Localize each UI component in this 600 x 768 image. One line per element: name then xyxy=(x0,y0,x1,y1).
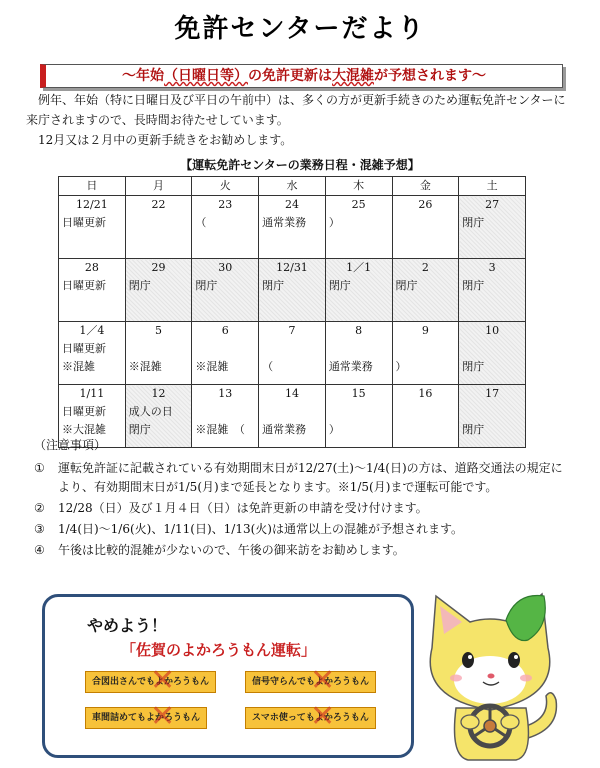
calendar-day-cell xyxy=(459,259,526,322)
note-number: ③ xyxy=(34,522,45,536)
day-date: 13 xyxy=(218,387,233,400)
calendar-day-cell xyxy=(59,259,126,322)
header-sat: 土 xyxy=(459,177,526,196)
day-note: ※混雑 xyxy=(195,360,229,373)
day-date: 12 xyxy=(151,387,166,400)
campaign-name: 「佐賀のよかろうもん運転」 xyxy=(121,641,317,659)
page-title: 免許センターだより xyxy=(174,14,426,44)
day-date: 8 xyxy=(355,324,363,337)
day-note: 通常業務 xyxy=(262,423,307,436)
calendar-day-cell xyxy=(125,196,192,259)
day-note: ※混雑 （ xyxy=(195,423,245,436)
banner-mid: の免許更新は xyxy=(248,68,332,84)
day-note: 通常業務 xyxy=(328,360,373,373)
day-date: 2 xyxy=(421,261,429,274)
note-item xyxy=(34,459,574,497)
cross-mark-icon: ✕ xyxy=(310,663,336,698)
safe-driving-campaign xyxy=(42,594,414,758)
cat-mascot-icon xyxy=(410,588,570,764)
chip-label: 合図出さんでもよかろうもん xyxy=(92,677,210,687)
day-date: 5 xyxy=(155,324,163,337)
banner-paren: （日曜日等） xyxy=(164,68,248,84)
day-note xyxy=(195,403,255,421)
day-note xyxy=(396,214,456,232)
day-note: 閉庁 xyxy=(462,360,485,373)
day-date: 24 xyxy=(284,198,299,211)
notes-list xyxy=(34,459,574,560)
banner-suffix: が予想されます～ xyxy=(374,68,486,84)
day-note: ※混雑 xyxy=(62,360,95,373)
calendar-day-cell xyxy=(59,196,126,259)
calendar-day-cell xyxy=(392,259,459,322)
day-date: 10 xyxy=(485,324,500,337)
calendar-header-row xyxy=(59,177,526,196)
day-note: 日曜更新 xyxy=(62,216,106,229)
day-date: 9 xyxy=(421,324,429,337)
header-thu: 木 xyxy=(325,177,392,196)
note-text: 1/4(日)～1/6(火)、1/11(日)、1/13(火)は通常以上の混雑が予想されます。 xyxy=(58,522,464,536)
calendar-title: 【運転免許センターの業務日程・混雑予想】 xyxy=(180,158,420,172)
campaign-slogan: やめよう！ xyxy=(87,616,168,635)
cross-mark-icon: ✕ xyxy=(150,663,176,698)
note-text: 午後は比較的混雑が少ないので、午後の御来訪をお勧めします。 xyxy=(58,543,405,557)
calendar-day-cell xyxy=(259,259,326,322)
header-tue: 火 xyxy=(192,177,259,196)
header-fri: 金 xyxy=(392,177,459,196)
day-note: 日曜更新 xyxy=(62,342,106,355)
day-note: 閉庁 xyxy=(328,279,351,292)
day-note xyxy=(129,214,189,232)
cross-mark-icon: ✕ xyxy=(310,699,336,734)
day-note: ※大混雑 xyxy=(62,423,106,436)
day-date: 30 xyxy=(218,261,233,274)
campaign-chip-smartphone xyxy=(245,699,376,734)
day-note: 通常業務 xyxy=(262,216,307,229)
calendar-day-cell xyxy=(459,196,526,259)
day-note: 閉庁 xyxy=(195,279,218,292)
day-date: 3 xyxy=(488,261,496,274)
day-note xyxy=(329,340,389,358)
intro-paragraph-1: 例年、年始（特に日曜日及び平日の午前中）は、多くの方が更新手続きのため運転免許センターに来庁されますので、長時間お待たせしています。 xyxy=(26,93,566,127)
day-note xyxy=(396,340,456,358)
calendar-day-cell xyxy=(325,196,392,259)
day-date: 15 xyxy=(351,387,366,400)
intro-paragraph-2: 12月又は２月中の更新手続きをお勧めします。 xyxy=(38,133,293,147)
day-date: 12/21 xyxy=(76,198,108,211)
banner-prefix: ～年始 xyxy=(122,68,164,84)
header-wed: 水 xyxy=(259,177,326,196)
calendar-day-cell xyxy=(325,259,392,322)
chip-label: 車間詰めてもよかろうもん xyxy=(92,713,201,723)
note-number: ④ xyxy=(34,543,45,557)
campaign-chip-tailgating xyxy=(85,699,207,734)
calendar-day-cell xyxy=(59,322,126,385)
day-note: （ xyxy=(195,216,207,229)
calendar-day-cell xyxy=(325,322,392,385)
day-note xyxy=(329,403,389,421)
day-date: 25 xyxy=(351,198,366,211)
day-date: 17 xyxy=(485,387,500,400)
day-note: ） xyxy=(328,216,340,229)
day-note: 成人の日 xyxy=(128,405,173,418)
day-date: 1／4 xyxy=(79,324,105,337)
cross-mark-icon: ✕ xyxy=(150,699,176,734)
congestion-banner xyxy=(40,64,563,88)
notes-section xyxy=(34,436,574,562)
day-note: 閉庁 xyxy=(262,279,285,292)
calendar-week-row xyxy=(59,196,526,259)
note-item xyxy=(34,499,574,518)
day-date: 1/11 xyxy=(79,387,105,400)
day-note: 閉庁 xyxy=(462,279,485,292)
notes-heading: （注意事項） xyxy=(34,438,107,452)
day-note: 閉庁 xyxy=(462,423,485,436)
day-note: 日曜更新 xyxy=(62,279,106,292)
note-number: ① xyxy=(34,461,45,475)
day-date: 7 xyxy=(288,324,296,337)
note-text: 運転免許証に記載されている有効期間末日が12/27(土)～1/4(日)の方は、道路交通法の規定により、有効期間末日が1/5(月)まで延長となります。※1/5(月)まで運転可能です。 xyxy=(58,461,563,494)
day-note xyxy=(129,340,189,358)
day-note: 閉庁 xyxy=(128,279,151,292)
day-note: 閉庁 xyxy=(395,279,418,292)
day-date: 14 xyxy=(284,387,299,400)
day-date: 28 xyxy=(84,261,99,274)
calendar-week-row xyxy=(59,259,526,322)
note-item xyxy=(34,520,574,539)
day-note xyxy=(462,340,522,358)
day-date: 27 xyxy=(485,198,500,211)
header-sun: 日 xyxy=(59,177,126,196)
day-date: 29 xyxy=(151,261,166,274)
day-date: 1／1 xyxy=(346,261,372,274)
day-note xyxy=(262,403,322,421)
day-note: 日曜更新 xyxy=(62,405,106,418)
calendar-week-row xyxy=(59,322,526,385)
day-date: 6 xyxy=(221,324,229,337)
banner-emph: 大混雑 xyxy=(332,68,374,84)
header-mon: 月 xyxy=(125,177,192,196)
day-note: ） xyxy=(395,360,407,373)
day-note xyxy=(396,403,456,421)
calendar-day-cell xyxy=(259,196,326,259)
calendar-day-cell xyxy=(192,196,259,259)
chip-label: スマホ使ってもよかろうもん xyxy=(252,713,369,723)
day-date: 12/31 xyxy=(276,261,308,274)
calendar-day-cell xyxy=(392,196,459,259)
note-item xyxy=(34,541,574,560)
calendar-day-cell xyxy=(125,322,192,385)
calendar-day-cell xyxy=(192,259,259,322)
note-text: 12/28（日）及び１月４日（日）は免許更新の申請を受け付けます。 xyxy=(58,501,428,515)
campaign-chip-signal xyxy=(85,663,216,698)
day-note xyxy=(195,340,255,358)
calendar-day-cell xyxy=(392,322,459,385)
day-note: ※混雑 xyxy=(128,360,162,373)
business-calendar xyxy=(58,176,526,448)
day-note xyxy=(262,340,322,358)
calendar-day-cell xyxy=(259,322,326,385)
day-date: 26 xyxy=(418,198,433,211)
calendar-day-cell xyxy=(192,322,259,385)
chip-label: 信号守らんでもよかろうもん xyxy=(252,677,370,687)
day-date: 16 xyxy=(418,387,433,400)
day-date: 22 xyxy=(151,198,166,211)
day-note: 閉庁 xyxy=(462,216,485,229)
day-note: （ xyxy=(262,360,274,373)
day-note: ） xyxy=(328,423,340,436)
day-date: 23 xyxy=(218,198,233,211)
intro-text xyxy=(26,90,574,150)
note-number: ② xyxy=(34,501,45,515)
calendar-day-cell xyxy=(125,259,192,322)
campaign-chip-traffic-light xyxy=(245,663,376,698)
day-note: 閉庁 xyxy=(128,423,151,436)
day-note xyxy=(462,403,522,421)
calendar-day-cell xyxy=(459,322,526,385)
